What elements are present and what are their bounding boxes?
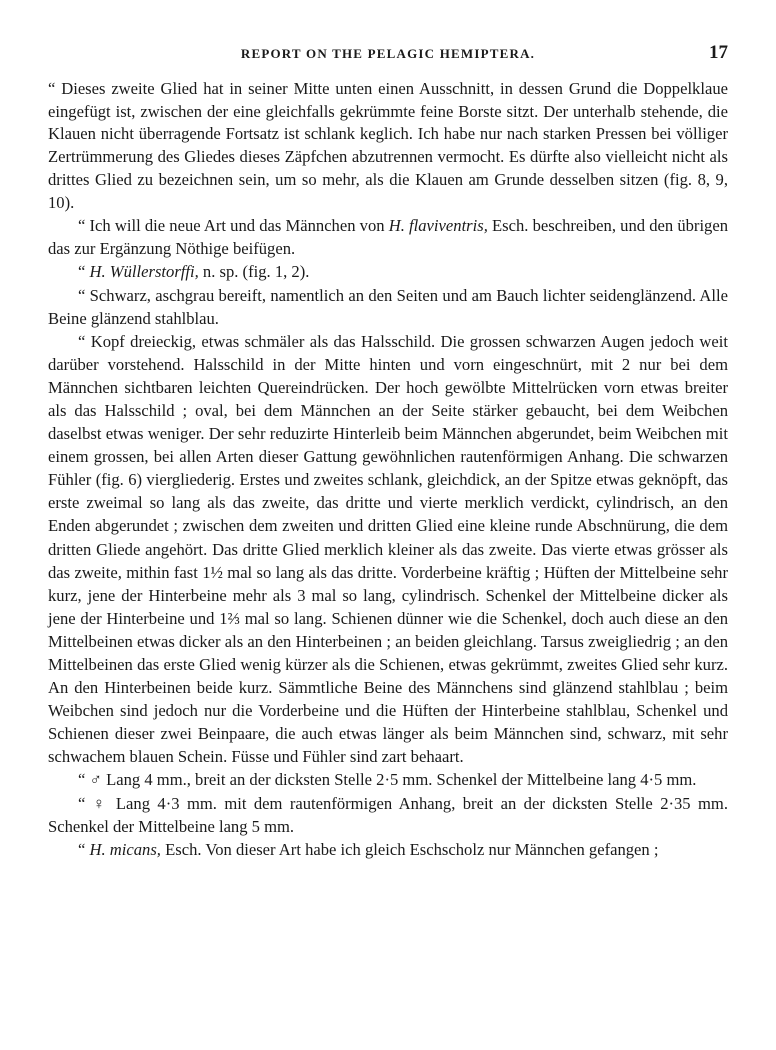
paragraph-female-measurements: “ ♀ Lang 4·3 mm. mit dem rautenförmigen Anhang, breit an der dicksten Stelle 2·35 mm. Schenkel der Mittelbeine lang 5 mm. [48,793,728,836]
book-page [48,40,728,861]
page-body [48,78,728,861]
paragraph-species-heading [48,260,728,283]
paragraph-male-measurements: “ ♂ Lang 4 mm., breit an der dicksten Stelle 2·5 mm. Schenkel der Mittelbeine lang 4·5 mm. [78,770,697,790]
intro-text-start: “ Ich will die neue Art und das Männchen von [78,216,389,236]
intro-text-end: Esch. beschreiben, und den übrigen das zur Ergänzung Nöthige beifügen. [48,216,729,259]
species-name-micans: H. micans, [89,839,161,859]
page-header [48,40,728,70]
running-head: REPORT ON THE PELAGIC HEMIPTERA. [240,46,536,61]
heading-quote: “ [78,262,90,282]
micans-text: Esch. Von dieser Art habe ich gleich Eschscholz nur Männchen gefangen ; [160,839,659,859]
paragraph-morphology: “ Kopf dreieckig, etwas schmäler als das Halsschild. Die grossen schwarzen Augen jedoch weit darüber vorstehend. Halsschild in der Mitte hinten und vorn eingeschnürt, mit 2 nur bei dem Männchen sichtbaren leichten Quereindrücken. Der hoch gewölbte Mittelrücken vorn etwas breiter als das Halsschild ; oval, bei dem Männchen an der Seite stärker gebaucht, bei dem Weibchen daselbst etwas weniger. Der sehr reduzirte Hinterleib beim Männchen abgerundet, beim Weibchen mit einem grossen, bei allen Arten dieser Gattung gewöhnlichen rautenförmigen Anhang. Die schwarzen Fühler (fig. 6) viergliederig. Erstes und zweites schlank, gleichdick, an der Spitze etwas geknöpft, das erste zweimal so lang als das zweite, das dritte und vierte merklich verdickt, cylindrisch, an den Enden abgerundet ; zwischen dem zweiten und dritten Glied eine kleine runde Abschnürung, die dem dritten Gliede angehört. Das dritte Glied merklich kleiner als das zweite. Das vierte etwas grösser als das zweite, mithin fast 1½ mal so lang als das dritte. Vorderbeine kräftig ; Hüften der Mittelbeine sehr kurz, jene der Hinterbeine mehr als 3 mal so lang, cylindrisch. Schenkel der Mittelbeine dicker als jene der Hinterbeine und 1⅔ mal so lang. Schienen dünner wie die Schenkel, doch auch diese an den Mittelbeinen etwas dicker als an den Hinterbeinen ; an beiden gleichlang. Tarsus zweigliedrig ; an den Mittelbeinen das erste Glied wenig kürzer als die Schienen, etwas gekrümmt, zweites Glied sehr kurz. An den Hinterbeinen beide kurz. Sämmtliche Beine des Männchens sind glänzend stahlblau ; beim Weibchen sind jedoch nur die Vorderbeine und die Hüften der Hinterbeine stahlblau, Schenkel und Schienen dieser zwei Beinpaare, die auch etwas länger als beim Männchen sind, schwarz, mit sehr schwachem blauen Schein. Füsse und Fühler sind zart behaart. [48,331,728,767]
species-name-flaviventris: H. flaviventris, [388,216,488,236]
heading-suffix: n. sp. (fig. 1, 2). [198,262,310,282]
paragraph-micans [48,838,728,861]
paragraph-claw-description: “ Dieses zweite Glied hat in seiner Mitte unten einen Ausschnitt, in dessen Grund die Doppelklaue eingefügt ist, zwischen der eine gleichfalls gekrümmte feine Borste sitzt. Der unterhalb stehende, die Klauen nicht überragende Fortsatz ist schlank keglich. Ich habe nur nach starken Pressen bei völliger Zertrümmerung des Gliedes dieses Zäpfchen abzutrennen vermocht. Es dürfte also vielleicht nicht als drittes Glied zu bezeichnen sein, um so mehr, als die Klauen am Grunde desselben sitzen (fig. 8, 9, 10). [48,79,728,212]
paragraph-intro-species [48,214,728,260]
page-number: 17 [709,42,728,63]
species-name-wuellerstorffi: H. Wüllerstorffi, [89,262,199,282]
paragraph-coloration: “ Schwarz, aschgrau bereift, namentlich an den Seiten und am Bauch lichter seidenglänzend. Alle Beine glänzend stahlblau. [48,285,728,328]
micans-quote: “ [78,839,90,859]
